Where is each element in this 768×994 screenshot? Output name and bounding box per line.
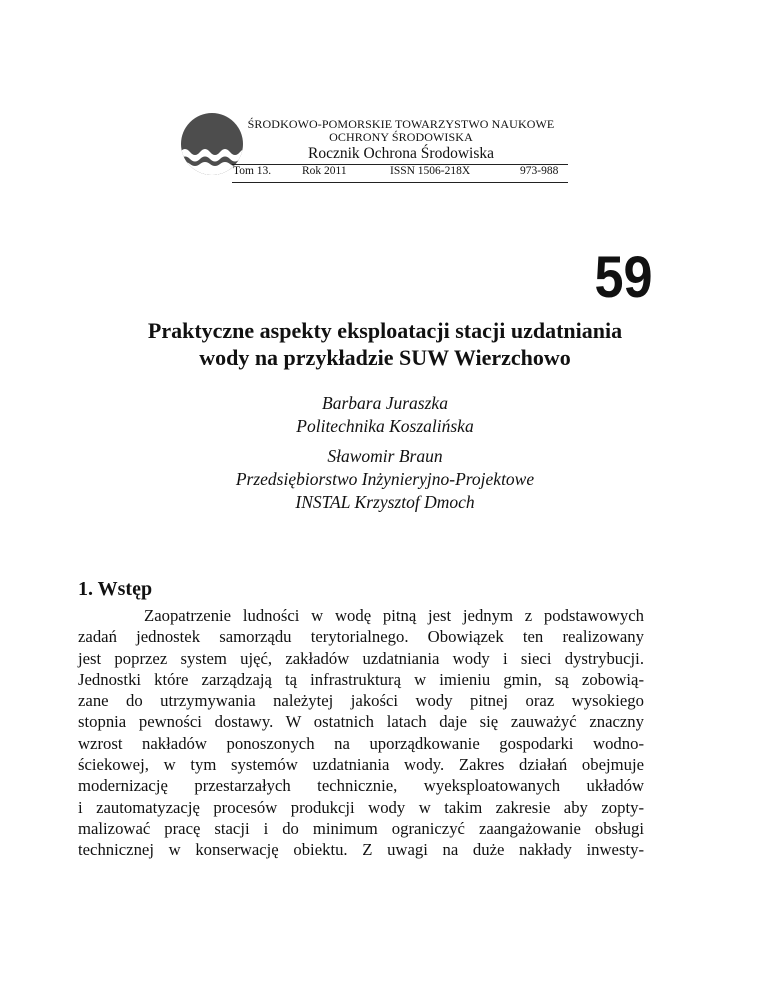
author-affiliation: Politechnika Koszalińska	[296, 416, 474, 436]
page-range: 973-988	[520, 165, 559, 177]
author-affiliation: INSTAL Krzysztof Dmoch	[295, 492, 475, 512]
body-line: i zautomatyzację procesów produkcji wody w takim zakresie aby zopty-	[78, 797, 644, 817]
body-line: zadań jednostek samorządu terytorialnego. Obowiązek ten realizowany	[78, 627, 644, 647]
author-name: Sławomir Braun	[327, 446, 443, 466]
society-name-line2: OCHRONY ŚRODOWISKA	[329, 130, 473, 144]
journal-title: Rocznik Ochrona Środowiska	[308, 145, 494, 162]
body-line: ściekowej, w tym systemów uzdatniania wody. Zakres działań obejmuje	[78, 755, 644, 775]
author-affiliation: Przedsiębiorstwo Inżynieryjno-Projektowe	[235, 469, 535, 489]
year-label: Rok 2011	[302, 165, 347, 177]
article-title	[60, 317, 710, 371]
header-divider	[232, 182, 568, 183]
body-line: modernizację przestarzałych technicznie, wyeksploatowanych układów	[78, 776, 644, 796]
body-line: malizować pracę stacji i do minimum ograniczyć zaangażowanie obsługi	[78, 818, 644, 838]
body-line: jest poprzez system ujęć, zakładów uzdatniania wody i sieci dystrybucji.	[78, 648, 644, 668]
article-number: 59	[594, 245, 653, 310]
body-line: Jednostki które zarządzają tą infrastrukturą w imieniu gmin, są zobowią-	[78, 669, 644, 689]
body-line: zane do utrzymywania należytej jakości wody pitnej oraz wysokiego	[78, 691, 644, 711]
body-line: stopnia pewności dostawy. W ostatnich latach daje się zauważyć znaczny	[78, 712, 644, 732]
author-name: Barbara Juraszka	[322, 393, 448, 413]
title-line: wody na przykładzie SUW Wierzchowo	[199, 345, 571, 370]
section-body	[78, 605, 644, 861]
society-name-line1: ŚRODKOWO-POMORSKIE TOWARZYSTWO NAUKOWE	[247, 117, 555, 131]
title-line: Praktyczne aspekty eksploatacji stacji uzdatniania	[147, 318, 623, 343]
body-line: wzrost nakładów ponoszonych na uporządkowanie gospodarki wodno-	[78, 733, 644, 753]
body-line: technicznej w konserwację obiektu. Z uwagi na duże nakłady inwesty-	[78, 840, 644, 860]
body-line: Zaopatrzenie ludności w wodę pitną jest jednym z podstawowych	[144, 606, 644, 625]
volume-label: Tom 13.	[233, 165, 272, 177]
section-heading: 1. Wstęp	[78, 578, 153, 600]
issn-label: ISSN 1506-218X	[390, 165, 471, 177]
